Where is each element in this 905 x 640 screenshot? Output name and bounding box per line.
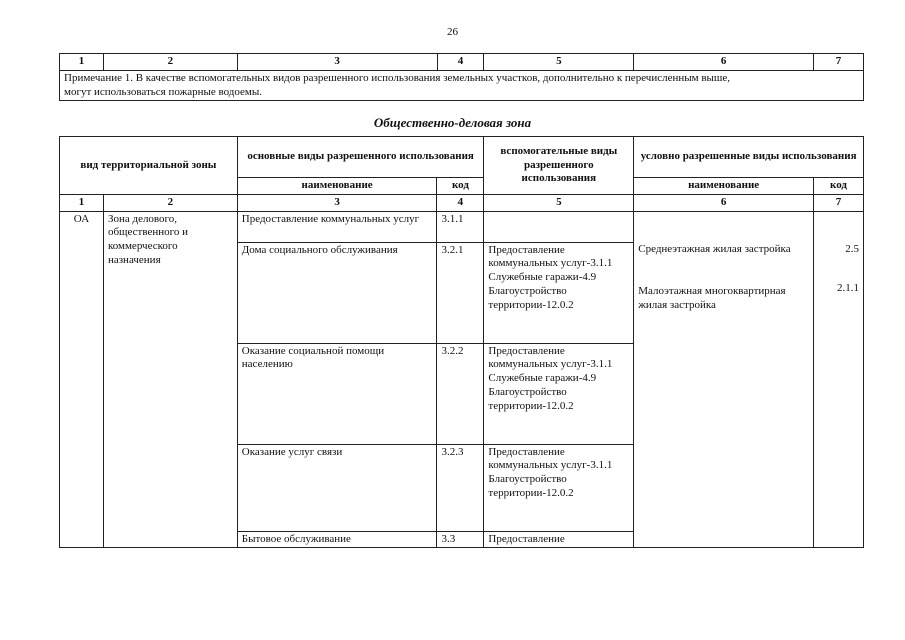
zone-name: Зона делового, общественного и коммерческого назначения — [103, 211, 237, 548]
zone-table — [59, 136, 864, 548]
header-zone-type: вид территориальной зоны — [60, 137, 238, 195]
conditional-use-name: Среднеэтажная жилая застройка — [638, 243, 791, 255]
col-number: 1 — [60, 54, 104, 71]
header-code: код — [437, 178, 484, 195]
col-number: 7 — [814, 194, 864, 211]
note-row — [60, 70, 864, 101]
col-number: 4 — [437, 54, 484, 71]
page-number: 26 — [447, 26, 458, 38]
conditional-codes-cell — [814, 242, 864, 548]
use-name: Оказание социальной помощи населению — [237, 343, 437, 444]
aux-uses: Предоставление коммунальных услуг-3.1.1 Благоустройство территории-12.0.2 — [484, 444, 634, 531]
use-code: 3.3 — [437, 531, 484, 548]
header-name: наименование — [237, 178, 437, 195]
empty-cell — [634, 211, 814, 242]
col-number: 6 — [634, 194, 814, 211]
col-number: 5 — [484, 54, 634, 71]
col-number: 2 — [103, 194, 237, 211]
col-number: 7 — [814, 54, 864, 71]
header-main-uses: основные виды разрешенного использования — [237, 137, 484, 178]
col-number: 1 — [60, 194, 104, 211]
col-number: 3 — [237, 54, 437, 71]
empty-cell — [814, 211, 864, 242]
note-line: могут использоваться пожарные водоемы. — [64, 85, 263, 98]
table-row — [60, 211, 864, 242]
note-cell — [60, 70, 864, 101]
note-line: Примечание 1. В качестве вспомогательных видов разрешенного использования земельных участков, дополнительно к перечисленным выше, — [64, 71, 731, 84]
conditional-uses-cell — [634, 242, 814, 548]
col-number: 5 — [484, 194, 634, 211]
use-code: 3.2.2 — [437, 343, 484, 444]
conditional-use-name: Малоэтажная многоквартирная жилая застройка — [638, 284, 786, 311]
aux-uses — [484, 211, 634, 242]
header-name: наименование — [634, 178, 814, 195]
use-name: Дома социального обслуживания — [237, 242, 437, 343]
zone-title: Общественно-деловая зона — [373, 115, 532, 130]
use-code: 3.2.1 — [437, 242, 484, 343]
use-name: Бытовое обслуживание — [237, 531, 437, 548]
header-aux-uses: вспомогательные виды разрешенного использования — [484, 137, 634, 195]
aux-uses: Предоставление коммунальных услуг-3.1.1 Служебные гаражи-4.9 Благоустройство территории-12.0.2 — [484, 343, 634, 444]
aux-uses: Предоставление коммунальных услуг-3.1.1 Служебные гаражи-4.9 Благоустройство территории-12.0.2 — [484, 242, 634, 343]
header-code: код — [814, 178, 864, 195]
col-number: 3 — [237, 194, 437, 211]
col-number: 2 — [103, 54, 237, 71]
use-code: 3.2.3 — [437, 444, 484, 531]
top-table-col-numbers — [60, 54, 864, 71]
use-name: Предоставление коммунальных услуг — [237, 211, 437, 242]
zone-code: ОА — [60, 211, 104, 548]
top-table — [59, 53, 864, 101]
aux-uses: Предоставление — [484, 531, 634, 548]
header-conditional-uses: условно разрешенные виды использования — [634, 137, 864, 178]
col-numbers-row — [60, 194, 864, 211]
conditional-use-code: 2.5 — [845, 243, 859, 255]
use-name: Оказание услуг связи — [237, 444, 437, 531]
col-number: 4 — [437, 194, 484, 211]
header-row — [60, 137, 864, 178]
col-number: 6 — [634, 54, 814, 71]
conditional-use-code: 2.1.1 — [837, 281, 859, 294]
use-code: 3.1.1 — [437, 211, 484, 242]
